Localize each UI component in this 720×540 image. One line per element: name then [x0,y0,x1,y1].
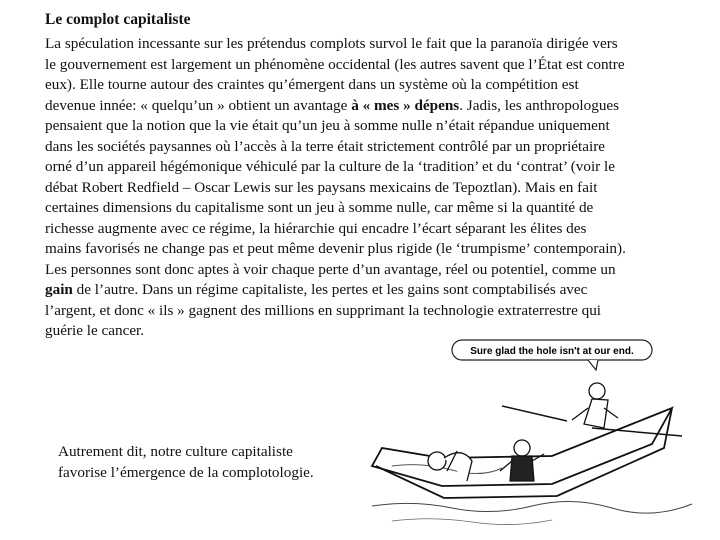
body-line: dans les sociétés paysannes où l’accès à la terre était strictement contrôlé par un propriétaire [45,137,606,155]
body-line: débat Robert Redfield – Oscar Lewis sur les paysans mexicains de Tepoztlan). Mais en fait [45,178,598,196]
body-line: guérie le cancer. [45,322,145,339]
cartoon-caption [58,442,314,483]
body-line: pensaient que la notion que la vie était qu’un jeu à somme nulle n’était répandue uniquement [45,117,610,134]
caption-line-2: favorise l’émergence de la complotologie. [58,463,314,481]
body-line: l’argent, et donc « ils » gagnent des millions en supprimant la technologie extraterrestre qui [45,301,602,319]
body-line: Les personnes sont donc aptes à voir chaque perte d’un avantage, réel ou potentiel, comme un [45,260,616,278]
bold-emphasis: à « mes » dépens [351,96,460,114]
body-line: La spéculation incessante sur les prétendus complots survol le fait que la paranoïa dirigée vers [45,35,618,52]
body-line: richesse augmente avec ce régime, la hiérarchie qui encadre l’écart séparant les élites des [45,219,587,237]
body-line: orné d’un appareil hégémonique véhiculé par la culture de la ‘tradition’ et du ‘contrat’ (voir le [45,158,615,175]
boat-cartoon-illustration [352,336,712,536]
body-line: certaines dimensions du capitalisme sont un jeu à somme nulle, car même si la quantité de [45,199,594,216]
body-line: gain de l’autre. Dans un régime capitaliste, les pertes et les gains sont comptabilisés avec [45,281,588,298]
body-line: devenue innée: « quelqu’un » obtient un avantage à « mes » dépens. Jadis, les anthropologues [45,96,620,114]
speech-bubble-text: Sure glad the hole isn't at our end. [470,346,634,357]
caption-line-1: Autrement dit, notre culture capitaliste [58,443,293,460]
body-paragraph [45,34,693,342]
body-line: le gouvernement est largement un phénomène occidental (les autres savent que l’État est contre [45,55,625,73]
bold-emphasis: gain [45,281,73,298]
document-title: Le complot capitaliste [45,11,191,28]
body-line: eux). Elle tourne autour des craintes qu’émergent dans un système où la compétition est [45,76,579,93]
body-line: mains favorisés ne change pas et peut même devenir plus rigide (le ‘trumpisme’ contemporain). [45,240,626,257]
